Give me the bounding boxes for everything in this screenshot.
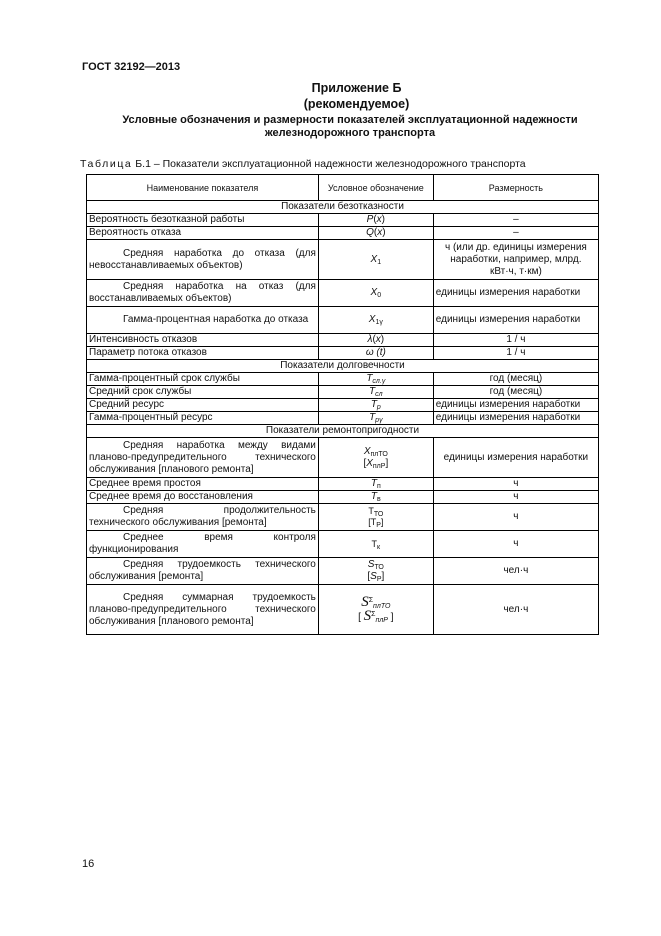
row-name: Гамма-процентный ресурс	[87, 412, 319, 425]
row-name: Средняя продолжительность технического обслуживания [ремонта]	[87, 504, 319, 531]
table-row	[87, 386, 599, 399]
row-name: Средняя суммарная трудоемкость планово-предупредительного технического обслуживания [планового ремонта]	[87, 585, 319, 635]
row-name: Вероятность безотказной работы	[87, 214, 319, 227]
row-symbol: $T_{сл.\gamma}$	[318, 373, 433, 386]
row-symbol: $T_к$	[318, 531, 433, 558]
row-name: Средняя наработка между видами планово-предупредительного технического обслуживания [планового ремонта]	[87, 438, 319, 478]
row-symbol: $X_{плТО}$ $[X_{плР}]$	[318, 438, 433, 478]
row-name: Гамма-процентная наработка до отказа	[87, 307, 319, 334]
row-unit: ч (или др. единицы измерения наработки, например, млрд. кВт·ч, т·км)	[433, 240, 598, 280]
section-row	[87, 360, 599, 373]
table-row	[87, 399, 599, 412]
table-caption-text: Б.1 – Показатели эксплуатационной надежности железнодорожного транспорта	[132, 158, 526, 170]
row-unit: ч	[433, 504, 598, 531]
row-unit: чел·ч	[433, 558, 598, 585]
row-name: Вероятность отказа	[87, 227, 319, 240]
row-name: Средняя наработка до отказа (для невосстанавливаемых объектов)	[87, 240, 319, 280]
row-symbol: $T_{сл}$	[318, 386, 433, 399]
column-header-unit: Размерность	[433, 175, 598, 201]
table-row	[87, 334, 599, 347]
row-symbol: $T_в$	[318, 491, 433, 504]
row-unit: год (месяц)	[433, 386, 598, 399]
table-header-row	[87, 175, 599, 201]
row-unit: единицы измерения наработки	[433, 412, 598, 425]
table-row	[87, 280, 599, 307]
row-unit: год (месяц)	[433, 373, 598, 386]
column-header-name: Наименование показателя	[87, 175, 319, 201]
table-row	[87, 531, 599, 558]
row-symbol: $S_{ТО}$ $[S_Р]$	[318, 558, 433, 585]
row-symbol: $X_1$	[318, 240, 433, 280]
row-name: Средний ресурс	[87, 399, 319, 412]
row-unit: единицы измерения наработки	[433, 307, 598, 334]
table-row	[87, 240, 599, 280]
row-symbol: $X_0$	[318, 280, 433, 307]
table-row	[87, 347, 599, 360]
section-durability: Показатели долговечности	[87, 360, 599, 373]
table-row	[87, 307, 599, 334]
table-caption	[80, 158, 526, 170]
row-unit: –	[433, 227, 598, 240]
row-symbol: $T_п$	[318, 478, 433, 491]
table-row	[87, 478, 599, 491]
row-symbol: $T_р$	[318, 399, 433, 412]
table-row	[87, 585, 599, 635]
page-number: 16	[82, 858, 95, 870]
row-name: Среднее время до восстановления	[87, 491, 319, 504]
table-row	[87, 438, 599, 478]
standard-header: ГОСТ 32192—2013	[82, 61, 181, 73]
row-symbol: ω (t)	[318, 347, 433, 360]
appendix-heading	[0, 80, 661, 112]
row-name: Средняя трудоемкость технического обслуживания [ремонта]	[87, 558, 319, 585]
section-title: Условные обозначения и размерности показателей эксплуатационной надежности железнодорожного транспорта	[122, 114, 578, 139]
row-unit: чел·ч	[433, 585, 598, 635]
table-row	[87, 214, 599, 227]
row-unit: ч	[433, 478, 598, 491]
row-unit: –	[433, 214, 598, 227]
table-caption-prefix: Таблица	[80, 158, 133, 170]
table-row	[87, 227, 599, 240]
row-unit: единицы измерения наработки	[433, 280, 598, 307]
row-symbol: λ(x)	[318, 334, 433, 347]
row-symbol: Q(x)	[318, 227, 433, 240]
row-symbol: $X_{1\gamma}$	[318, 307, 433, 334]
row-name: Среднее время простоя	[87, 478, 319, 491]
appendix-title: Приложение Б	[311, 81, 402, 95]
row-symbol: $T_{р\gamma}$	[318, 412, 433, 425]
section-row	[87, 201, 599, 214]
row-unit: 1 / ч	[433, 334, 598, 347]
section-row	[87, 425, 599, 438]
column-header-symbol: Условное обозначение	[318, 175, 433, 201]
table-row	[87, 558, 599, 585]
appendix-subtitle: (рекомендуемое)	[303, 97, 410, 111]
row-name: Средняя наработка на отказ (для восстанавливаемых объектов)	[87, 280, 319, 307]
row-name: Параметр потока отказов	[87, 347, 319, 360]
row-unit: ч	[433, 531, 598, 558]
row-symbol: $S^\Sigma_{плТО}$ [ $S^\Sigma_{плР}$ ]	[318, 585, 433, 635]
section-reliability: Показатели безотказности	[87, 201, 599, 214]
row-name: Интенсивность отказов	[87, 334, 319, 347]
row-unit: ч	[433, 491, 598, 504]
table-row	[87, 504, 599, 531]
row-unit: единицы измерения наработки	[433, 399, 598, 412]
row-symbol: $T_{ТО}$ $[T_Р]$	[318, 504, 433, 531]
row-name: Среднее время контроля функционирования	[87, 531, 319, 558]
table-row	[87, 491, 599, 504]
table-row	[87, 412, 599, 425]
row-unit: единицы измерения наработки	[433, 438, 598, 478]
row-symbol: P(x)	[318, 214, 433, 227]
row-name: Средний срок службы	[87, 386, 319, 399]
reliability-indicators-table	[86, 174, 599, 635]
row-unit: 1 / ч	[433, 347, 598, 360]
row-name: Гамма-процентный срок службы	[87, 373, 319, 386]
section-maintainability: Показатели ремонтопригодности	[87, 425, 599, 438]
table-row	[87, 373, 599, 386]
